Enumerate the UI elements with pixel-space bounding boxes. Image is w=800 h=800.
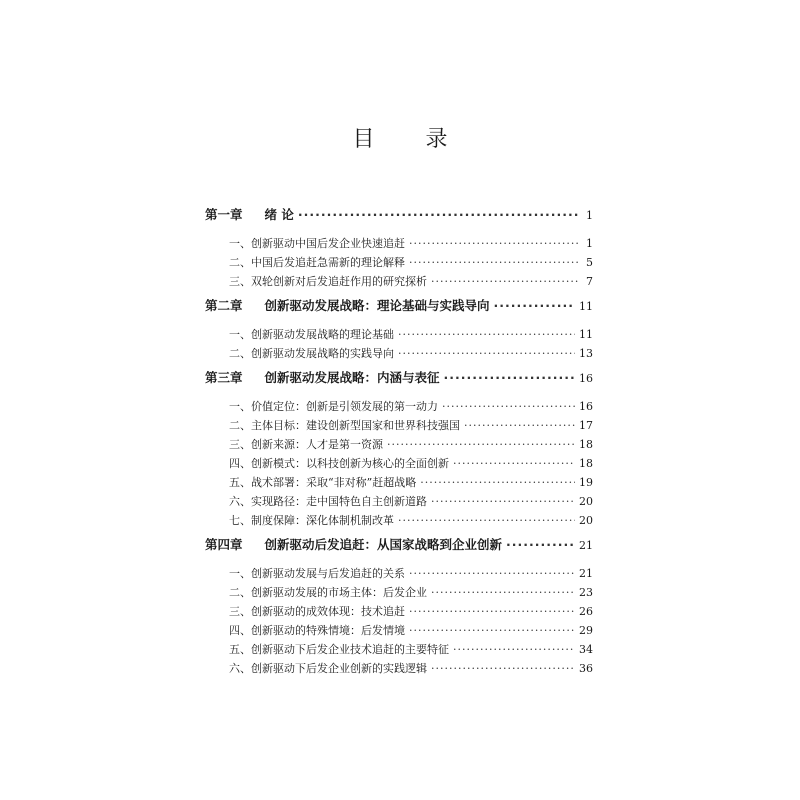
dot-leader: [298, 206, 579, 223]
section-title: 二、主体目标：建设创新型国家和世界科技强国: [229, 419, 460, 432]
chapter-heading[interactable]: [205, 369, 593, 386]
section-entry[interactable]: [205, 435, 593, 454]
page-number: 1: [586, 209, 593, 222]
dot-leader: [442, 397, 575, 416]
dot-leader: [409, 621, 575, 640]
section-entry[interactable]: [205, 416, 593, 435]
page-number: 29: [579, 624, 593, 637]
dot-leader: [464, 416, 575, 435]
section-entry[interactable]: [205, 511, 593, 530]
page-number: 20: [579, 495, 593, 508]
chapter-title: 绪 论: [264, 207, 294, 222]
page-number: 19: [579, 476, 593, 489]
section-title: 三、创新来源：人才是第一资源: [229, 438, 383, 451]
section-title: 六、实现路径：走中国特色自主创新道路: [229, 495, 427, 508]
chapter-title-group: [205, 369, 440, 386]
section-entry[interactable]: [205, 344, 593, 363]
section-entry[interactable]: [205, 272, 593, 291]
dot-leader: [387, 435, 575, 454]
chapter-heading[interactable]: [205, 536, 593, 553]
dot-leader: [409, 602, 575, 621]
section-title: 三、双轮创新对后发追赶作用的研究探析: [229, 275, 427, 288]
page-number: 18: [579, 457, 593, 470]
dot-leader: [398, 325, 575, 344]
page-number: 7: [586, 275, 593, 288]
section-entry[interactable]: [205, 397, 593, 416]
section-entry[interactable]: [205, 602, 593, 621]
dot-leader: [506, 536, 575, 553]
section-title: 六、创新驱动下后发企业创新的实践逻辑: [229, 662, 427, 675]
chapter-title-group: [205, 297, 490, 314]
section-title: 七、制度保障：深化体制机制改革: [229, 514, 394, 527]
section-entry[interactable]: [205, 492, 593, 511]
dot-leader: [494, 297, 575, 314]
section-title: 三、创新驱动的成效体现：技术追赶: [229, 605, 405, 618]
section-list: [205, 234, 593, 291]
chapter-title: 创新驱动发展战略：理论基础与实践导向: [264, 298, 490, 313]
section-entry[interactable]: [205, 621, 593, 640]
page-number: 18: [579, 438, 593, 451]
page-number: 26: [579, 605, 593, 618]
chapter-title: 创新驱动后发追赶：从国家战略到企业创新: [264, 537, 503, 552]
chapter-1: [205, 206, 593, 291]
section-title: 二、创新驱动发展的市场主体：后发企业: [229, 586, 427, 599]
section-list: [205, 564, 593, 678]
chapter-title-group: [205, 206, 294, 223]
section-title: 二、创新驱动发展战略的实践导向: [229, 347, 394, 360]
page-number: 23: [579, 586, 593, 599]
section-title: 五、战术部署：采取“非对称”赶超战略: [229, 476, 417, 489]
section-list: [205, 397, 593, 530]
dot-leader: [431, 659, 575, 678]
page-number: 11: [579, 328, 593, 341]
section-title: 一、创新驱动发展与后发追赶的关系: [229, 567, 405, 580]
page-number: 17: [579, 419, 593, 432]
section-title: 一、创新驱动发展战略的理论基础: [229, 328, 394, 341]
page-number: 16: [579, 372, 593, 385]
page-number: 13: [579, 347, 593, 360]
chapter-number: 第二章: [205, 298, 243, 313]
page-number: 21: [579, 539, 593, 552]
section-title: 二、中国后发追赶急需新的理论解释: [229, 256, 405, 269]
section-list: [205, 325, 593, 363]
chapter-heading[interactable]: [205, 206, 593, 223]
dot-leader: [444, 369, 575, 386]
section-title: 一、创新驱动中国后发企业快速追赶: [229, 237, 405, 250]
dot-leader: [409, 564, 575, 583]
dot-leader: [398, 511, 575, 530]
section-title: 四、创新驱动的特殊情境：后发情境: [229, 624, 405, 637]
section-entry[interactable]: [205, 659, 593, 678]
dot-leader: [453, 454, 575, 473]
chapter-title-group: [205, 536, 502, 553]
dot-leader: [431, 272, 579, 291]
section-entry[interactable]: [205, 253, 593, 272]
section-entry[interactable]: [205, 234, 593, 253]
page-number: 5: [586, 256, 593, 269]
page-number: 1: [586, 237, 593, 250]
chapter-number: 第三章: [205, 370, 243, 385]
page-number: 36: [579, 662, 593, 675]
chapter-title: 创新驱动发展战略：内涵与表征: [264, 370, 440, 385]
page-number: 11: [579, 300, 593, 313]
chapter-2: [205, 297, 593, 363]
dot-leader: [431, 492, 575, 511]
dot-leader: [398, 344, 575, 363]
dot-leader: [409, 253, 579, 272]
page-title: 目 录: [352, 127, 470, 152]
section-title: 一、价值定位：创新是引领发展的第一动力: [229, 400, 438, 413]
chapter-3: [205, 369, 593, 530]
section-entry[interactable]: [205, 640, 593, 659]
page-number: 21: [579, 567, 593, 580]
chapter-number: 第四章: [205, 537, 243, 552]
dot-leader: [420, 473, 575, 492]
section-entry[interactable]: [205, 583, 593, 602]
section-entry[interactable]: [205, 564, 593, 583]
section-title: 四、创新模式：以科技创新为核心的全面创新: [229, 457, 449, 470]
chapter-4: [205, 536, 593, 678]
dot-leader: [409, 234, 579, 253]
page-number: 16: [579, 400, 593, 413]
table-of-contents: [205, 200, 593, 678]
page-number: 34: [579, 643, 593, 656]
dot-leader: [431, 583, 575, 602]
section-entry[interactable]: [205, 454, 593, 473]
page-number: 20: [579, 514, 593, 527]
chapter-number: 第一章: [205, 207, 243, 222]
section-title: 五、创新驱动下后发企业技术追赶的主要特征: [229, 643, 449, 656]
section-entry[interactable]: [205, 325, 593, 344]
dot-leader: [453, 640, 575, 659]
chapter-heading[interactable]: [205, 297, 593, 314]
section-entry[interactable]: [205, 473, 593, 492]
